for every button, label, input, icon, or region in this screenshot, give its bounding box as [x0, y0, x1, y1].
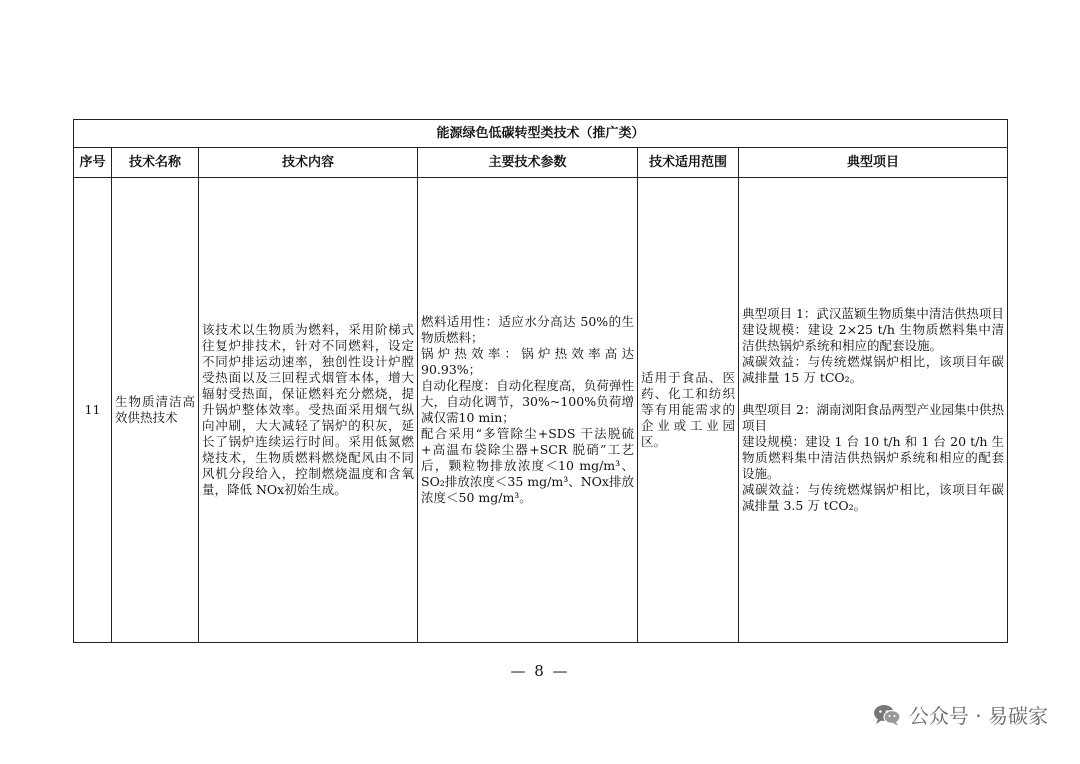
- param-efficiency: 锅炉热效率：锅炉热效率高达90.93%；: [421, 346, 634, 377]
- wechat-icon: [873, 703, 901, 727]
- header-scope: 技术适用范围: [638, 148, 739, 178]
- header-no: 序号: [74, 148, 112, 178]
- project-2-title: 典型项目 2：湖南浏阳食品两型产业园集中供热项目: [742, 402, 1005, 433]
- project-1: [742, 306, 1004, 386]
- param-fuel: 燃料适用性：适应水分高达 50%的生物质燃料；: [421, 314, 634, 345]
- cell-no: 11: [74, 178, 112, 643]
- cell-scope: 适用于食品、医药、化工和纺织等有用能需求的企业或工业园区。: [638, 178, 739, 643]
- watermark-text: 公众号 · 易碳家: [908, 704, 1048, 728]
- param-emissions: 配合采用“多管除尘+SDS 干法脱硫+高温布袋除尘器+SCR 脱硝”工艺后，颗粒物排放浓度＜10 mg/m³、SO₂排放浓度＜35 mg/m³、NOx排放浓度＜50 mg/m³。: [421, 426, 634, 505]
- watermark: [873, 700, 1048, 729]
- project-1-benefit: 减碳效益：与传统燃煤锅炉相比，该项目年碳减排量 15 万 tCO₂。: [742, 354, 1005, 385]
- header-projects: 典型项目: [739, 148, 1008, 178]
- project-1-scale: 建设规模：建设 2×25 t/h 生物质燃料集中清洁供热锅炉系统和相应的配套设施。: [742, 322, 1005, 353]
- technology-table: [73, 119, 1008, 643]
- cell-projects: [739, 178, 1008, 643]
- project-2-scale: 建设规模：建设 1 台 10 t/h 和 1 台 20 t/h 生物质燃料集中清洁供热锅炉系统和相应的配套设施。: [742, 434, 1005, 481]
- project-2-benefit: 减碳效益：与传统燃煤锅炉相比，该项目年碳减排量 3.5 万 tCO₂。: [742, 482, 1005, 513]
- header-params: 主要技术参数: [418, 148, 638, 178]
- table-row: [74, 178, 1008, 643]
- header-content: 技术内容: [199, 148, 418, 178]
- table-title: 能源绿色低碳转型类技术（推广类）: [74, 120, 1008, 148]
- project-1-title: 典型项目 1：武汉蓝颖生物质集中清洁供热项目: [742, 306, 1004, 321]
- page-number: — 8 —: [510, 662, 570, 680]
- cell-params: [418, 178, 638, 643]
- project-2: [742, 402, 1004, 514]
- cell-name: 生物质清洁高效供热技术: [112, 178, 199, 643]
- cell-content: 该技术以生物质为燃料，采用阶梯式往复炉排技术，针对不同燃料，设定不同炉排运动速率，独创性设计炉膛受热面以及三回程式烟管本体，增大辐射受热面，保证燃料充分燃烧，提升锅炉整体效率。受热面采用烟气纵向冲刷，大大减轻了锅炉的积灰，延长了锅炉连续运行时间。采用低氮燃烧技术，生物质燃料燃烧配风由不同风机分段给入，控制燃烧温度和含氧量，降低 NOx初始生成。: [199, 178, 418, 643]
- header-name: 技术名称: [112, 148, 199, 178]
- param-automation: 自动化程度：自动化程度高，负荷弹性大，自动化调节，30%~100%负荷增减仅需10 min；: [421, 378, 634, 425]
